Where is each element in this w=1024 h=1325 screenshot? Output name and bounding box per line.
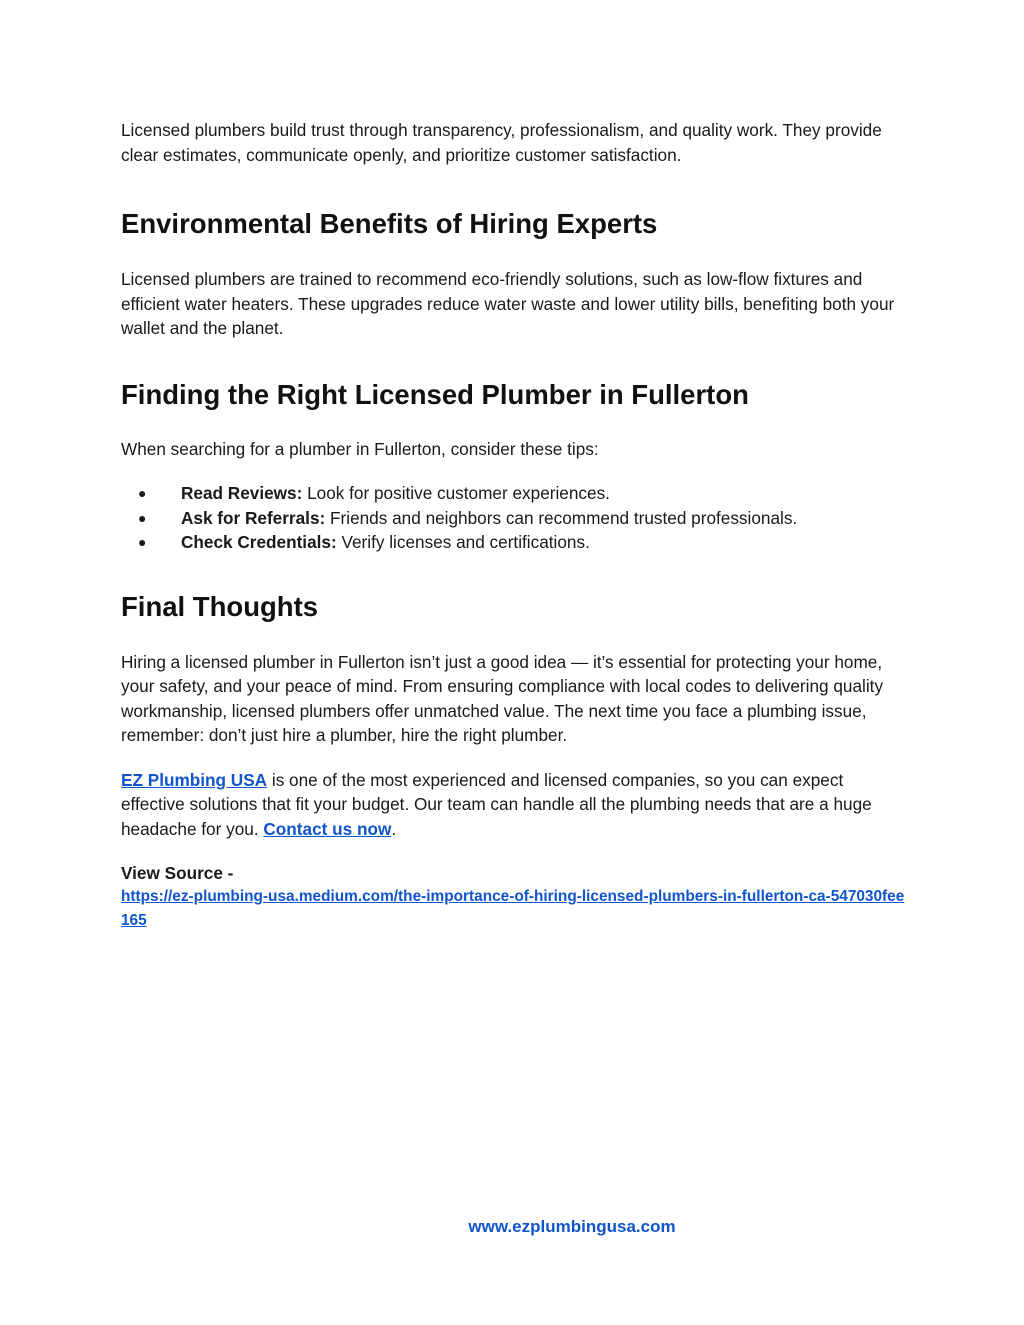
cta-text: is one of the most experienced and licensed companies, so you can expect effective solutions that fit your budget. Our team can handle all the plumbing needs that are a huge headache for you. (121, 769, 872, 839)
company-cta-paragraph (121, 768, 911, 842)
company-link[interactable]: EZ Plumbing USA (121, 769, 268, 790)
tip-text: Friends and neighbors can recommend trusted professionals. (325, 507, 798, 528)
source-url-link[interactable]: https://ez-plumbing-usa.medium.com/the-importance-of-hiring-licensed-plumbers-in-fullerton-ca-547030fee165 (121, 888, 905, 929)
heading-final-thoughts: Final Thoughts (121, 590, 319, 622)
bullet-icon: ● (138, 534, 147, 550)
cta-period: . (391, 818, 397, 839)
intro-paragraph: Licensed plumbers build trust through transparency, professionalism, and quality work. They provide clear estimates, communicate openly, and prioritize customer satisfaction. (121, 120, 882, 165)
footer-website[interactable]: www.ezplumbingusa.com (468, 1217, 676, 1236)
tip-label: Read Reviews: (181, 483, 303, 503)
final-thoughts-paragraph: Hiring a licensed plumber in Fullerton isn’t just a good idea — it’s essential for protecting your home, your safety, and your peace of mind. From ensuring compliance with local codes to delivering quality workmanship, licensed plumbers offer unmatched value. The next time you face a plumbing issue, remember: don’t just hire a plumber, hire the right plumber. (121, 651, 884, 745)
heading-environmental-benefits: Environmental Benefits of Hiring Experts (121, 208, 658, 239)
document-body (121, 118, 911, 933)
tip-text: Look for positive customer experiences. (302, 483, 610, 503)
environmental-benefits-paragraph: Licensed plumbers are trained to recommend eco-friendly solutions, such as low-flow fixtures and efficient water heaters. These upgrades reduce water waste and lower utility bills, benefiting both your wallet and the planet. (121, 269, 895, 338)
finding-plumber-paragraph: When searching for a plumber in Fullerton, consider these tips: (121, 438, 599, 459)
contact-us-link[interactable]: Contact us now (263, 818, 392, 839)
list-item (121, 506, 911, 531)
bullet-icon: ● (138, 509, 147, 526)
tips-list (121, 481, 911, 555)
tip-text: Verify licenses and certifications. (336, 532, 590, 552)
heading-finding-plumber: Finding the Right Licensed Plumber in Fullerton (121, 378, 749, 410)
tip-label: Ask for Referrals: (181, 507, 326, 528)
list-item (121, 481, 911, 506)
list-item (121, 530, 911, 555)
view-source-label: View Source - (121, 863, 234, 883)
tip-label: Check Credentials: (181, 532, 337, 552)
bullet-icon: ● (138, 485, 147, 501)
